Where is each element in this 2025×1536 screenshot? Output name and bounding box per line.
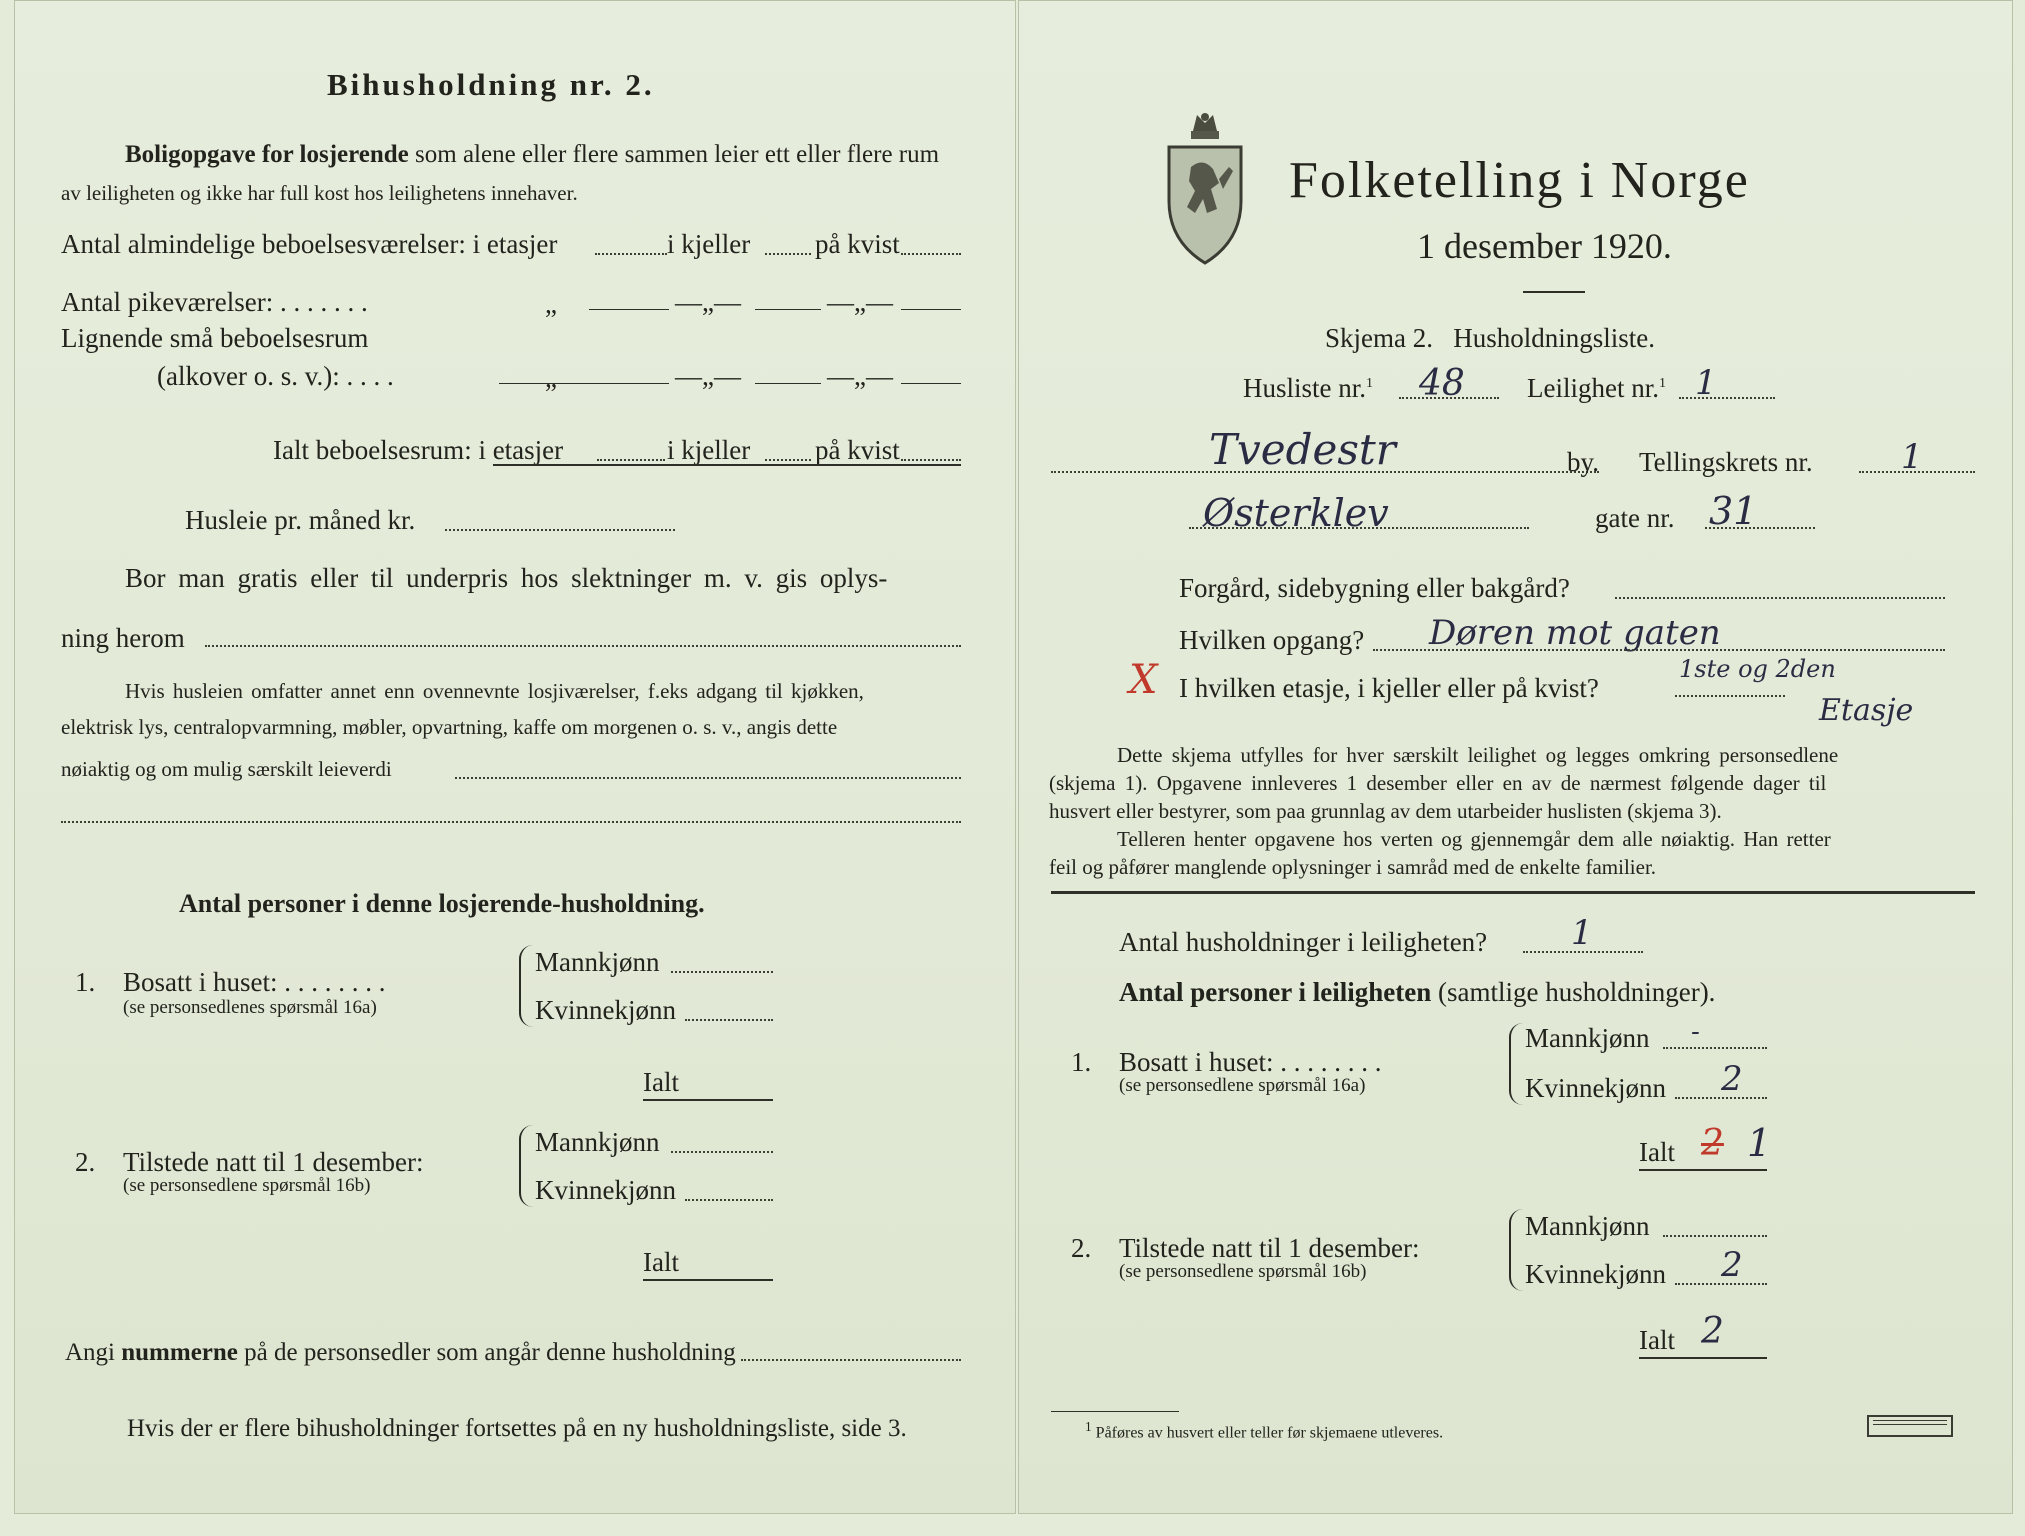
angi-line bbox=[65, 1339, 736, 1367]
city-value[interactable]: Tvedestr bbox=[1209, 425, 1396, 474]
by-label: by. bbox=[1567, 447, 1599, 477]
rent-note-1: Hvis husleien omfatter annet enn ovennevnte losjiværelser, f.eks adgang til kjøkken, bbox=[125, 679, 864, 703]
gate-value[interactable]: 31 bbox=[1709, 489, 1758, 533]
etasje-label: I hvilken etasje, i kjeller eller på kvist? bbox=[1179, 673, 1599, 703]
right-q2-sub: (se personsedlene spørsmål 16b) bbox=[1119, 1261, 1367, 1282]
husliste-value[interactable]: 48 bbox=[1419, 363, 1465, 404]
small-rooms-pre-line bbox=[499, 383, 589, 384]
small-rooms-label-2: (alkover o. s. v.): . . . . bbox=[157, 361, 394, 391]
forgaard-blank[interactable] bbox=[1615, 597, 1945, 599]
small-rooms-label-1: Lignende små beboelsesrum bbox=[61, 323, 369, 353]
left-q2-mann-blank[interactable] bbox=[671, 1151, 773, 1153]
total-kjeller-blank[interactable] bbox=[765, 459, 811, 461]
right-persons-heading bbox=[1119, 977, 1715, 1008]
left-q2-kvinne-blank[interactable] bbox=[685, 1199, 773, 1201]
small-ditto-1: „ bbox=[545, 363, 557, 393]
right-q1-ialt-struck: 2 bbox=[1701, 1123, 1724, 1164]
coat-of-arms-icon bbox=[1163, 109, 1247, 265]
footnote-text: Påføres av husvert eller teller før skjemaene utleveres. bbox=[1095, 1424, 1444, 1442]
opgang-blank bbox=[1373, 649, 1945, 651]
small-ditto-3: —„— bbox=[827, 361, 893, 391]
right-q2-mann-label: Mannkjønn bbox=[1525, 1211, 1650, 1241]
total-underline bbox=[493, 464, 961, 466]
printer-stamp-lines bbox=[1873, 1420, 1947, 1425]
left-q2-label: Tilstede natt til 1 desember: bbox=[123, 1147, 424, 1177]
left-q2-mann-label: Mannkjønn bbox=[535, 1127, 660, 1157]
etasje-value-1[interactable]: 1ste og 2den bbox=[1679, 655, 1836, 683]
intro-rest-1: som alene eller flere sammen leier ett eller flere rum bbox=[415, 141, 940, 168]
opgang-label: Hvilken opgang? bbox=[1179, 625, 1365, 655]
households-label: Antal husholdninger i leiligheten? bbox=[1119, 927, 1488, 957]
info-line-1: Dette skjema utfylles for hver særskilt leilighet og legges omkring personsedlene bbox=[1117, 743, 1839, 767]
rooms-kjeller-blank[interactable] bbox=[765, 253, 811, 255]
households-value[interactable]: 1 bbox=[1571, 913, 1593, 953]
husliste-label-text: Husliste nr. bbox=[1243, 373, 1367, 403]
left-q1-label: Bosatt i huset: . . . . . . . . bbox=[123, 967, 386, 997]
husliste-label bbox=[1243, 373, 1373, 404]
small-kvist-line bbox=[901, 383, 961, 384]
left-q2-ialt-line[interactable] bbox=[643, 1279, 773, 1281]
right-q1-sub: (se personsedlene spørsmål 16a) bbox=[1119, 1075, 1366, 1096]
printer-stamp-icon bbox=[1867, 1415, 1953, 1437]
schema-line: Skjema 2. Husholdningsliste. bbox=[1325, 323, 1655, 353]
left-page bbox=[14, 0, 1016, 1514]
footnote-mark: 1 bbox=[1085, 1419, 1092, 1434]
right-q1-ialt-value[interactable]: 1 bbox=[1747, 1121, 1772, 1165]
street-value[interactable]: Østerklev bbox=[1203, 491, 1389, 535]
right-q1-mann-blank bbox=[1663, 1047, 1767, 1049]
leilighet-label bbox=[1527, 373, 1666, 404]
intro-line-1 bbox=[125, 141, 939, 169]
right-title: Folketelling i Norge bbox=[1289, 152, 1750, 209]
left-persons-heading: Antal personer i denne losjerende-husholdning. bbox=[179, 889, 705, 918]
left-q1-ialt-line[interactable] bbox=[643, 1099, 773, 1101]
right-q1-ialt-line bbox=[1639, 1169, 1767, 1171]
left-q2-ialt-label: Ialt bbox=[643, 1247, 679, 1277]
pike-ditto-2: —„— bbox=[675, 287, 741, 317]
leilighet-footnote-mark: 1 bbox=[1658, 376, 1666, 391]
krets-label: Tellingskrets nr. bbox=[1639, 447, 1813, 477]
right-q1-number: 1. bbox=[1071, 1047, 1092, 1077]
right-q1-brace bbox=[1509, 1023, 1523, 1105]
husliste-blank bbox=[1399, 397, 1499, 399]
gate-blank bbox=[1705, 527, 1815, 529]
small-ditto-2: —„— bbox=[675, 361, 741, 391]
right-q1-kvinne-label: Kvinnekjønn bbox=[1525, 1073, 1666, 1103]
angi-bold: nummerne bbox=[121, 1339, 238, 1366]
left-title: Bihusholdning nr. 2. bbox=[327, 67, 655, 102]
rooms-kjeller-label: i kjeller bbox=[667, 229, 751, 259]
total-kvist-label: på kvist bbox=[815, 435, 900, 465]
angi-pre: Angi bbox=[65, 1339, 115, 1366]
info-line-2: (skjema 1). Opgavene innleveres 1 desember eller en av de nærmest følgende dager til bbox=[1049, 771, 1827, 795]
left-q1-ialt-label: Ialt bbox=[643, 1067, 679, 1097]
angi-post: på de personsedler som angår denne husholdning bbox=[244, 1339, 736, 1366]
right-page bbox=[1018, 0, 2013, 1514]
right-q2-ialt-label: Ialt bbox=[1639, 1325, 1675, 1355]
free-line-2: ning herom bbox=[61, 623, 185, 653]
households-blank bbox=[1523, 951, 1643, 953]
pike-label: Antal pikeværelser: . . . . . . . bbox=[61, 287, 368, 317]
leilighet-label-text: Leilighet nr. bbox=[1527, 373, 1659, 403]
left-q2-kvinne-label: Kvinnekjønn bbox=[535, 1175, 676, 1205]
left-q1-sub: (se personsedlenes spørsmål 16a) bbox=[123, 997, 377, 1018]
free-line-1: Bor man gratis eller til underpris hos slektninger m. v. gis oplys- bbox=[125, 563, 888, 593]
pike-ditto-3: —„— bbox=[827, 287, 893, 317]
rooms-kvist-label: på kvist bbox=[815, 229, 900, 259]
rent-note-2: elektrisk lys, centralopvarmning, møbler, opvartning, kaffe om morgenen o. s. v., angis dette bbox=[61, 715, 838, 739]
info-divider bbox=[1051, 891, 1975, 894]
intro-bold: Boligopgave for losjerende bbox=[125, 141, 409, 168]
right-q2-kvinne-label: Kvinnekjønn bbox=[1525, 1259, 1666, 1289]
extra-blank-line[interactable] bbox=[61, 821, 961, 823]
total-kvist-blank[interactable] bbox=[901, 459, 961, 461]
leilighet-value[interactable]: 1 bbox=[1695, 363, 1717, 403]
left-q2-sub: (se personsedlene spørsmål 16b) bbox=[123, 1175, 371, 1196]
gate-label: gate nr. bbox=[1595, 503, 1675, 533]
left-q1-mann-label: Mannkjønn bbox=[535, 947, 660, 977]
krets-blank bbox=[1859, 471, 1975, 473]
footnote bbox=[1085, 1419, 1443, 1442]
total-rooms-label: Ialt beboelsesrum: i etasjer bbox=[273, 435, 564, 465]
left-q1-number: 1. bbox=[75, 967, 96, 997]
rooms-label: Antal almindelige beboelsesværelser: i etasjer bbox=[61, 229, 558, 259]
right-q2-label: Tilstede natt til 1 desember: bbox=[1119, 1233, 1420, 1263]
opgang-value[interactable]: Døren mot gaten bbox=[1429, 613, 1721, 653]
pike-kjeller-line bbox=[755, 309, 821, 310]
info-line-5: feil og påfører manglende oplysninger i samråd med de enkelte familier. bbox=[1049, 855, 1657, 879]
right-persons-heading-bold: Antal personer i leiligheten bbox=[1119, 977, 1432, 1007]
forgaard-label: Forgård, sidebygning eller bakgård? bbox=[1179, 573, 1570, 603]
left-footer: Hvis der er flere bihusholdninger fortsettes på en ny husholdningsliste, side 3. bbox=[127, 1415, 907, 1442]
rent-blank[interactable] bbox=[445, 529, 675, 531]
left-q1-kvinne-label: Kvinnekjønn bbox=[535, 995, 676, 1025]
right-q1-ialt-label: Ialt bbox=[1639, 1137, 1675, 1167]
right-q1-mann-value[interactable]: - bbox=[1691, 1017, 1700, 1047]
pike-etasjer-line bbox=[589, 309, 669, 310]
right-q2-kvinne-blank bbox=[1675, 1283, 1767, 1285]
free-blank[interactable] bbox=[205, 645, 961, 647]
left-q1-mann-blank[interactable] bbox=[671, 971, 773, 973]
total-kjeller-label: i kjeller bbox=[667, 435, 751, 465]
street-blank bbox=[1189, 527, 1529, 529]
leilighet-blank bbox=[1679, 397, 1775, 399]
right-q1-label: Bosatt i huset: . . . . . . . . bbox=[1119, 1047, 1382, 1077]
right-q2-brace bbox=[1509, 1209, 1523, 1291]
husliste-footnote-mark: 1 bbox=[1366, 376, 1374, 391]
right-q2-mann-blank[interactable] bbox=[1663, 1235, 1767, 1237]
leieverdi-blank[interactable] bbox=[455, 777, 961, 779]
rent-note-3: nøiaktig og om mulig særskilt leieverdi bbox=[61, 757, 392, 781]
right-q1-kvinne-blank bbox=[1675, 1097, 1767, 1099]
red-check-mark: X bbox=[1129, 657, 1158, 703]
small-kjeller-line bbox=[755, 383, 821, 384]
pike-kvist-line bbox=[901, 309, 961, 310]
etasje-blank bbox=[1675, 695, 1785, 697]
right-q2-ialt-value[interactable]: 2 bbox=[1701, 1311, 1724, 1352]
city-blank bbox=[1051, 471, 1599, 473]
rooms-kvist-blank[interactable] bbox=[901, 253, 961, 255]
right-q1-kvinne-value[interactable]: 2 bbox=[1721, 1059, 1743, 1099]
right-persons-heading-rest: (samtlige husholdninger). bbox=[1437, 977, 1716, 1007]
info-line-4: Telleren henter opgavene hos verten og gjennemgår dem alle nøiaktig. Han retter bbox=[1117, 827, 1831, 851]
intro-line-2: av leiligheten og ikke har full kost hos leilighetens innehaver. bbox=[61, 181, 578, 205]
total-etasjer-blank[interactable] bbox=[597, 459, 665, 461]
title-divider bbox=[1523, 291, 1585, 293]
left-q2-brace bbox=[519, 1125, 533, 1207]
angi-blank[interactable] bbox=[741, 1359, 961, 1361]
left-q1-brace bbox=[519, 945, 533, 1027]
left-q2-number: 2. bbox=[75, 1147, 96, 1177]
right-q2-number: 2. bbox=[1071, 1233, 1092, 1263]
pike-ditto-1: „ bbox=[545, 289, 557, 319]
rent-label: Husleie pr. måned kr. bbox=[185, 505, 416, 535]
rooms-etasjer-blank[interactable] bbox=[595, 253, 667, 255]
right-q2-kvinne-value[interactable]: 2 bbox=[1721, 1245, 1743, 1285]
right-q2-ialt-line bbox=[1639, 1357, 1767, 1359]
info-line-3: husvert eller bestyrer, som paa grunnlag av dem utarbeider huslisten (skjema 3). bbox=[1049, 799, 1722, 823]
krets-value[interactable]: 1 bbox=[1901, 437, 1923, 477]
left-q1-kvinne-blank[interactable] bbox=[685, 1019, 773, 1021]
small-etasjer-line bbox=[589, 383, 669, 384]
etasje-value-2[interactable]: Etasje bbox=[1819, 693, 1914, 728]
footnote-rule bbox=[1051, 1411, 1179, 1412]
census-date: 1 desember 1920. bbox=[1417, 226, 1672, 266]
right-q1-mann-label: Mannkjønn bbox=[1525, 1023, 1650, 1053]
